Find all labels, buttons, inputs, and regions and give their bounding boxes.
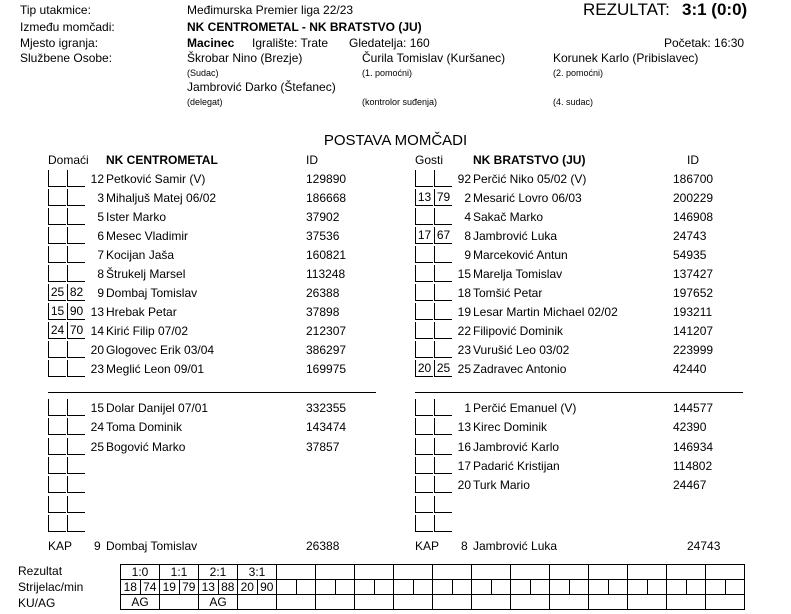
sub-out-box: 25 xyxy=(434,360,452,377)
official-name: Škrobar Nino (Brezje) xyxy=(187,51,303,65)
player-name: Ister Marko xyxy=(106,210,167,224)
sub-in-box xyxy=(48,189,66,206)
tip-value: Međimurska Premier liga 22/23 xyxy=(187,3,354,17)
score-cell xyxy=(316,565,355,580)
postava-title: POSTAVA MOMČADI xyxy=(323,132,468,149)
player-id: 129890 xyxy=(306,172,347,186)
player-id: 160821 xyxy=(306,248,347,262)
home-kap-num: 9 xyxy=(94,539,101,553)
official-role: (Sudac) xyxy=(187,68,219,78)
home-label: Domaći xyxy=(48,153,89,167)
scorer-cell: 13 xyxy=(199,580,219,595)
scorer-cell: 18 xyxy=(121,580,141,595)
score-cell: 2:1 xyxy=(199,565,238,580)
kuag-cell: AG xyxy=(199,595,238,610)
player-number: 13 xyxy=(457,420,471,435)
score-cell xyxy=(706,565,745,580)
kuag-cell xyxy=(433,595,472,610)
sub-out-box xyxy=(67,457,85,474)
official-role: (kontrolor suđenja) xyxy=(362,97,438,107)
gledatelja: Gledatelja: 160 xyxy=(349,36,430,50)
sub-in-box xyxy=(48,227,66,244)
scorer-cell xyxy=(550,580,570,595)
player-id: 37857 xyxy=(306,439,340,454)
player-name: Dombaj Tomislav xyxy=(106,286,198,300)
player-name: Jambrović Luka xyxy=(473,229,558,243)
official-role: (delegat) xyxy=(187,97,223,107)
player-number: 25 xyxy=(90,439,104,454)
scorer-cell xyxy=(511,580,531,595)
player-name: Jambrović Karlo xyxy=(473,439,560,454)
player-name: Sakač Marko xyxy=(473,210,544,224)
player-id: 186668 xyxy=(306,191,347,205)
scorer-cell xyxy=(667,580,687,595)
minute-cell xyxy=(608,580,628,595)
away-kap-num: 8 xyxy=(461,539,468,553)
player-name: Padarić Kristijan xyxy=(473,458,560,473)
score-cell xyxy=(628,565,667,580)
player-name: Perčić Emanuel (V) xyxy=(473,401,577,415)
sub-out-box: 90 xyxy=(67,303,85,320)
sub-in-box xyxy=(415,246,433,263)
player-id: 223999 xyxy=(673,343,714,357)
minute-cell xyxy=(374,580,394,595)
sub-out-box: 82 xyxy=(67,284,85,301)
sub-in-box xyxy=(48,515,66,532)
player-number: 14 xyxy=(90,324,104,338)
player-id: 193211 xyxy=(673,305,713,319)
scorer-cell: 20 xyxy=(238,580,258,595)
match-title: NK CENTROMETAL - NK BRATSTVO (JU) xyxy=(187,20,422,34)
player-number: 4 xyxy=(464,210,471,224)
player-id: 197652 xyxy=(673,286,714,300)
minute-cell xyxy=(335,580,355,595)
player-number: 5 xyxy=(97,210,104,224)
pocetak: Početak: 16:30 xyxy=(664,36,745,50)
sub-in-box xyxy=(48,476,66,493)
player-name: Mesarić Lovro 06/03 xyxy=(473,191,582,205)
sub-in-box: 17 xyxy=(415,227,433,244)
scorer-cell xyxy=(355,580,375,595)
sub-in-box: 13 xyxy=(415,189,433,206)
minute-cell xyxy=(569,580,589,595)
kuag-cell xyxy=(589,595,628,610)
official-role: (2. pomoćni) xyxy=(553,68,604,78)
player-id: 24743 xyxy=(673,229,707,243)
score-cell xyxy=(355,565,394,580)
score-cell xyxy=(472,565,511,580)
sub-out-box xyxy=(434,496,452,513)
sub-in-box xyxy=(48,496,66,513)
official-role: (4. sudac) xyxy=(553,97,594,107)
player-number: 9 xyxy=(97,286,104,300)
player-id: 42390 xyxy=(673,420,707,435)
player-id: 37898 xyxy=(306,305,340,319)
player-name: Hrebak Petar xyxy=(106,305,177,319)
official-role: (1. pomoćni) xyxy=(362,68,413,78)
player-id: 26388 xyxy=(306,286,340,300)
player-id: 386297 xyxy=(306,343,347,357)
kuag-cell xyxy=(160,595,199,610)
sub-in-box xyxy=(415,303,433,320)
minute-cell xyxy=(647,580,667,595)
player-number: 6 xyxy=(97,229,104,243)
scorer-cell: 19 xyxy=(160,580,180,595)
mjesto-label: Mjesto igranja: xyxy=(20,36,99,50)
player-name: Marelja Tomislav xyxy=(473,267,563,281)
player-name: Kocijan Jaša xyxy=(106,248,175,262)
player-name: Marceković Antun xyxy=(473,248,568,262)
player-name: Kirec Dominik xyxy=(473,420,548,435)
igraliste: Igralište: Trate xyxy=(252,36,329,50)
kuag-cell xyxy=(628,595,667,610)
player-name: Perčić Niko 05/02 (V) xyxy=(473,172,587,186)
sub-in-box: 25 xyxy=(48,284,66,301)
player-number: 25 xyxy=(457,362,471,376)
sub-out-box xyxy=(67,496,85,513)
strijelac-row-label: Strijelac/min xyxy=(18,580,84,594)
player-number: 17 xyxy=(457,458,471,473)
player-number: 23 xyxy=(457,343,471,357)
player-number: 22 xyxy=(457,324,471,338)
player-number: 23 xyxy=(90,362,104,376)
sub-in-box: 15 xyxy=(48,303,66,320)
scorer-cell xyxy=(589,580,609,595)
player-name: Mesec Vladimir xyxy=(106,229,189,243)
score-cell xyxy=(589,565,628,580)
away-kap-id: 24743 xyxy=(687,539,721,553)
sub-in-box xyxy=(415,476,433,493)
minute-cell: 90 xyxy=(257,580,277,595)
away-kap-label: KAP xyxy=(415,539,440,553)
sub-in-box xyxy=(48,457,66,474)
player-name: Toma Dominik xyxy=(106,420,183,435)
player-name: Dolar Danijel 07/01 xyxy=(106,401,209,415)
sub-in-box xyxy=(48,208,66,225)
player-name: Turk Mario xyxy=(473,478,530,493)
player-name: Zadravec Antonio xyxy=(473,362,567,376)
player-number: 9 xyxy=(464,248,471,262)
kuag-cell xyxy=(667,595,706,610)
scorer-cell xyxy=(316,580,336,595)
minute-cell xyxy=(491,580,511,595)
kuag-cell xyxy=(316,595,355,610)
kuag-cell xyxy=(550,595,589,610)
player-id: 146908 xyxy=(673,210,714,224)
scorer-cell xyxy=(706,580,726,595)
sub-in-box xyxy=(415,496,433,513)
sub-in-box xyxy=(415,457,433,474)
player-number: 12 xyxy=(90,172,104,186)
rezultat-label: REZULTAT: xyxy=(583,0,670,19)
minute-cell xyxy=(413,580,433,595)
sub-in-box xyxy=(48,246,66,263)
player-id: 113248 xyxy=(306,267,346,281)
sub-in-box xyxy=(48,418,66,435)
player-number: 2 xyxy=(464,191,471,205)
sub-in-box xyxy=(415,438,433,455)
mjesto-value: Macinec xyxy=(187,36,235,50)
score-cell xyxy=(394,565,433,580)
score-cell xyxy=(667,565,706,580)
scorer-cell xyxy=(277,580,297,595)
player-name: Štrukelj Marsel xyxy=(106,267,186,281)
sub-out-box: 70 xyxy=(67,322,85,339)
tip-label: Tip utakmice: xyxy=(20,3,91,17)
kuag-cell xyxy=(394,595,433,610)
player-number: 19 xyxy=(457,305,471,319)
player-id: 42440 xyxy=(673,362,707,376)
home-id-label: ID xyxy=(306,153,318,167)
home-kap-id: 26388 xyxy=(306,539,340,553)
minute-cell xyxy=(686,580,706,595)
rezultat-value: 3:1 (0:0) xyxy=(682,0,748,19)
player-number: 20 xyxy=(457,478,471,493)
score-cell xyxy=(511,565,550,580)
kuag-cell xyxy=(355,595,394,610)
sub-in-box xyxy=(48,360,66,377)
sub-in-box xyxy=(415,265,433,282)
player-name: Kirić Filip 07/02 xyxy=(106,324,189,338)
player-id: 332355 xyxy=(306,401,347,415)
player-id: 146934 xyxy=(673,439,714,454)
sub-in-box xyxy=(48,341,66,358)
player-number: 1 xyxy=(464,401,471,415)
official-name: Čurila Tomislav (Kuršanec) xyxy=(362,51,506,65)
player-id: 212307 xyxy=(306,324,347,338)
away-kap-name: Jambrović Luka xyxy=(473,539,558,553)
player-name: Filipović Dominik xyxy=(473,324,564,338)
minute-cell: 74 xyxy=(140,580,160,595)
scorer-cell xyxy=(433,580,453,595)
sub-in-box xyxy=(48,399,66,416)
sub-out-box: 67 xyxy=(434,227,452,244)
scorer-cell xyxy=(394,580,414,595)
kuag-cell xyxy=(472,595,511,610)
player-id: 114802 xyxy=(673,458,713,473)
player-id: 143474 xyxy=(306,420,347,435)
score-cell: 1:0 xyxy=(121,565,160,580)
sub-in-box xyxy=(415,208,433,225)
player-name: Petković Samir (V) xyxy=(106,172,206,186)
score-cell xyxy=(433,565,472,580)
minute-cell xyxy=(725,580,745,595)
official-name: Korunek Karlo (Pribislavec) xyxy=(553,51,699,65)
player-id: 37536 xyxy=(306,229,340,243)
player-id: 200229 xyxy=(673,191,714,205)
home-kap-label: KAP xyxy=(48,539,73,553)
sub-out-box xyxy=(67,476,85,493)
player-id: 137427 xyxy=(673,267,714,281)
sub-out-box: 79 xyxy=(434,189,452,206)
score-cell: 1:1 xyxy=(160,565,199,580)
rezultat-row-label: Rezultat xyxy=(18,564,63,578)
minute-cell: 79 xyxy=(179,580,199,595)
score-cell xyxy=(550,565,589,580)
player-number: 16 xyxy=(457,439,471,454)
score-cell xyxy=(277,565,316,580)
player-id: 186700 xyxy=(673,172,714,186)
minute-cell xyxy=(530,580,550,595)
sub-in-box xyxy=(415,399,433,416)
sub-in-box xyxy=(48,265,66,282)
away-divider xyxy=(415,392,743,393)
away-id-label: ID xyxy=(687,153,699,167)
minute-cell: 88 xyxy=(218,580,238,595)
izmedu-label: Između momčadi: xyxy=(20,20,115,34)
player-number: 92 xyxy=(457,172,471,186)
home-kap-name: Dombaj Tomislav xyxy=(106,539,198,553)
home-team: NK CENTROMETAL xyxy=(106,153,218,167)
sub-in-box xyxy=(415,284,433,301)
player-name: Vurušić Leo 03/02 xyxy=(473,343,570,357)
away-team: NK BRATSTVO (JU) xyxy=(473,153,586,167)
player-name: Mihaljuš Matej 06/02 xyxy=(106,191,217,205)
sub-in-box xyxy=(415,170,433,187)
sub-in-box xyxy=(48,170,66,187)
player-name: Bogović Marko xyxy=(106,439,186,454)
player-name: Meglić Leon 09/01 xyxy=(106,362,205,376)
sub-in-box xyxy=(415,322,433,339)
away-label: Gosti xyxy=(415,153,444,167)
kuag-cell xyxy=(277,595,316,610)
player-name: Glogovec Erik 03/04 xyxy=(106,343,215,357)
player-name: Lesar Martin Michael 02/02 xyxy=(473,305,618,319)
official-name: Jambrović Darko (Štefanec) xyxy=(187,80,336,94)
player-number: 8 xyxy=(97,267,104,281)
player-number: 15 xyxy=(457,267,471,281)
kuag-cell xyxy=(511,595,550,610)
sub-out-box xyxy=(434,515,452,532)
player-id: 37902 xyxy=(306,210,340,224)
sub-in-box: 20 xyxy=(415,360,433,377)
sub-in-box xyxy=(415,418,433,435)
sluzbene-label: Službene Osobe: xyxy=(20,51,113,65)
minute-cell xyxy=(452,580,472,595)
player-number: 15 xyxy=(90,401,104,415)
sub-in-box xyxy=(415,515,433,532)
player-number: 13 xyxy=(90,305,104,319)
player-id: 54935 xyxy=(673,248,707,262)
sub-in-box xyxy=(48,438,66,455)
player-name: Tomšić Petar xyxy=(473,286,543,300)
player-number: 3 xyxy=(97,191,104,205)
home-divider xyxy=(48,392,376,393)
minute-cell xyxy=(296,580,316,595)
player-id: 144577 xyxy=(673,401,714,415)
player-id: 24467 xyxy=(673,478,707,493)
player-number: 24 xyxy=(90,420,104,435)
player-id: 169975 xyxy=(306,362,347,376)
kuag-row-label: KU/AG xyxy=(18,596,56,610)
player-id: 141207 xyxy=(673,324,714,338)
sub-in-box: 24 xyxy=(48,322,66,339)
player-number: 18 xyxy=(457,286,471,300)
player-number: 7 xyxy=(97,248,104,262)
sub-in-box xyxy=(415,341,433,358)
score-cell: 3:1 xyxy=(238,565,277,580)
sub-out-box xyxy=(67,515,85,532)
scorer-cell xyxy=(472,580,492,595)
goals-table xyxy=(120,564,745,610)
kuag-cell xyxy=(238,595,277,610)
kuag-cell: AG xyxy=(121,595,160,610)
player-number: 8 xyxy=(464,229,471,243)
scorer-cell xyxy=(628,580,648,595)
player-number: 20 xyxy=(90,343,104,357)
kuag-cell xyxy=(706,595,745,610)
